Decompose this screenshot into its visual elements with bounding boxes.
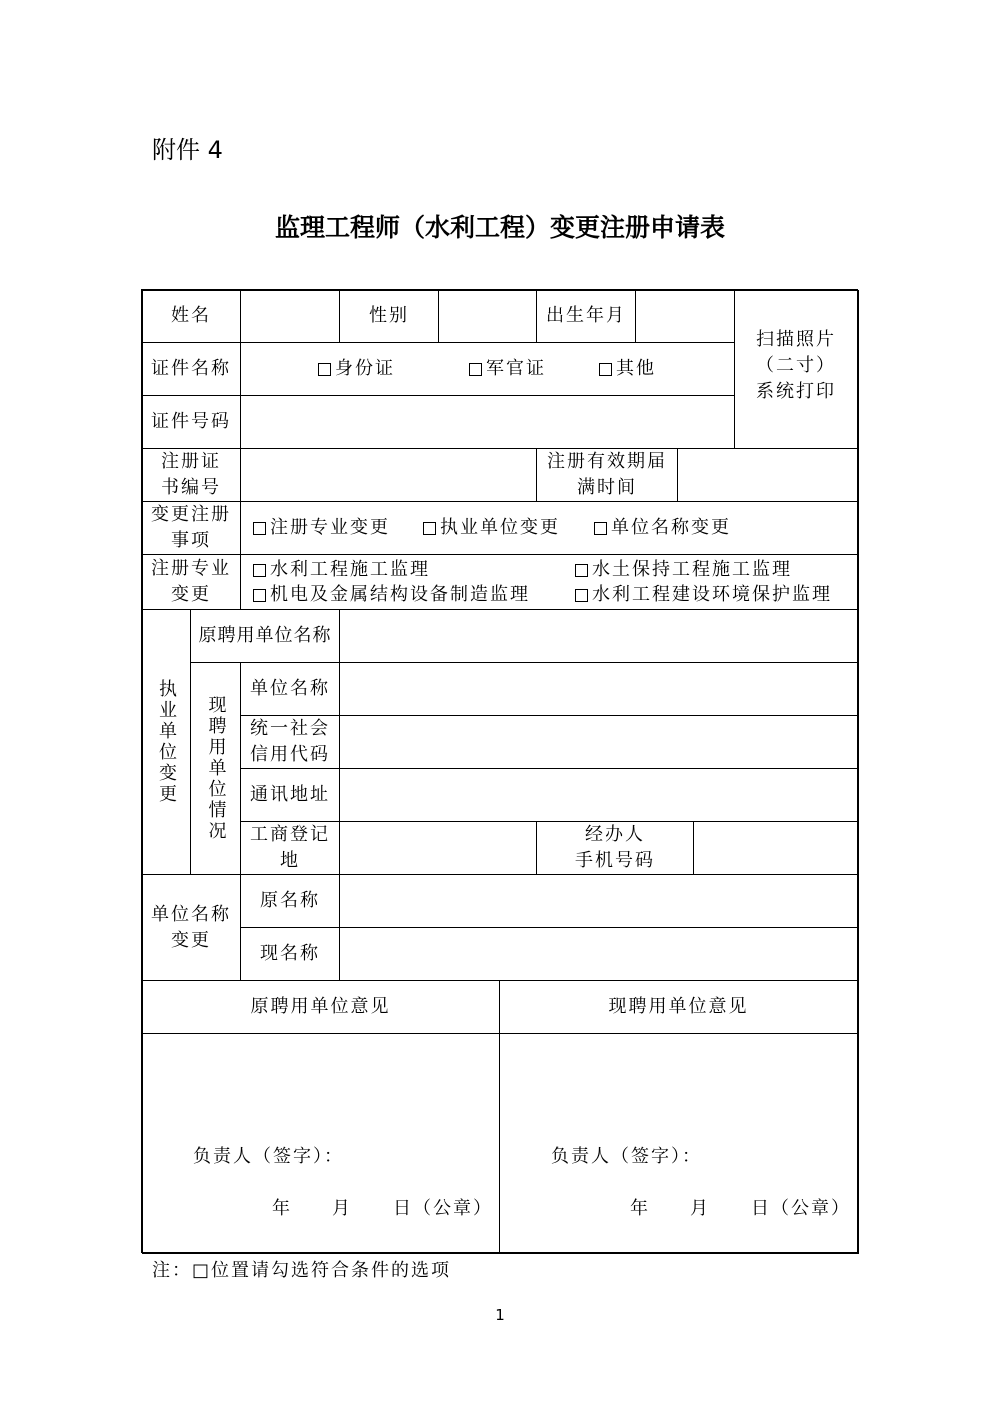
checkbox-icon [253, 522, 266, 535]
cert-expire-field[interactable] [677, 448, 858, 502]
address-field[interactable] [339, 768, 858, 822]
checkbox-icon [253, 564, 266, 577]
change-option-specialty[interactable]: 注册专业变更 [253, 515, 390, 541]
specialty-change-label: 注册专业 变更 [141, 554, 241, 610]
current-opinion-title: 现聘用单位意见 [499, 980, 858, 1034]
checkbox-icon [423, 522, 436, 535]
id-type-option-idcard[interactable]: 身份证 [318, 356, 395, 382]
new-name-field[interactable] [339, 927, 858, 981]
checkbox-icon [599, 363, 612, 376]
specialty-option-construction[interactable]: 水利工程施工监理 [253, 557, 430, 583]
name-change-label: 单位名称 变更 [141, 874, 241, 981]
cert-expire-label: 注册有效期届 满时间 [536, 448, 678, 502]
change-option-employer[interactable]: 执业单位变更 [423, 515, 560, 541]
old-name-field[interactable] [339, 874, 858, 928]
original-signer-label: 负责人（签字）： [193, 1146, 344, 1167]
contact-phone-label: 经办人 手机号码 [536, 821, 694, 875]
old-name-label: 原名称 [240, 874, 340, 928]
original-opinion-title: 原聘用单位意见 [141, 980, 500, 1034]
name-field[interactable] [240, 289, 340, 343]
checkbox-icon [575, 589, 588, 602]
checkbox-icon [469, 363, 482, 376]
id-number-label: 证件号码 [141, 395, 241, 449]
change-items-label: 变更注册 事项 [141, 501, 241, 555]
contact-phone-field[interactable] [693, 821, 858, 875]
change-items-options [240, 501, 858, 555]
cert-number-label: 注册证 书编号 [141, 448, 241, 502]
original-employer-field[interactable] [339, 609, 858, 663]
id-type-option-other[interactable]: 其他 [599, 356, 656, 382]
checkbox-icon [594, 522, 607, 535]
current-signer-label: 负责人（签字）： [551, 1146, 702, 1167]
specialty-option-environment[interactable]: 水利工程建设环境保护监理 [575, 582, 832, 608]
employer-change-label: 执业单位变更 [141, 609, 191, 875]
original-date-day-seal: 日（公章） [393, 1198, 493, 1219]
footnote: 注：□位置请勾选符合条件的选项 [152, 1260, 452, 1281]
id-type-label: 证件名称 [141, 342, 241, 396]
reg-place-field[interactable] [339, 821, 537, 875]
checkbox-icon [253, 589, 266, 602]
birth-field[interactable] [635, 289, 735, 343]
specialty-change-options [240, 554, 858, 610]
checkbox-icon [318, 363, 331, 376]
current-employer-label: 现聘用单位情况 [190, 662, 241, 875]
id-type-options [240, 342, 735, 396]
original-date-month: 月 [332, 1198, 352, 1219]
cert-number-field[interactable] [240, 448, 537, 502]
change-option-unit-name[interactable]: 单位名称变更 [594, 515, 731, 541]
name-label: 姓名 [141, 289, 241, 343]
specialty-option-equipment[interactable]: 机电及金属结构设备制造监理 [253, 582, 530, 608]
photo-note: 扫描照片 （二寸） 系统打印 [756, 329, 836, 402]
unit-name-label: 单位名称 [240, 662, 340, 716]
id-number-field[interactable] [240, 395, 735, 449]
photo-area [734, 289, 858, 449]
original-employer-label: 原聘用单位名称 [190, 609, 340, 663]
page-number: 1 [495, 1306, 505, 1324]
checkbox-icon [575, 564, 588, 577]
current-date-year: 年 [630, 1198, 650, 1219]
birth-label: 出生年月 [536, 289, 636, 343]
new-name-label: 现名称 [240, 927, 340, 981]
id-type-option-officer[interactable]: 军官证 [469, 356, 546, 382]
unit-name-field[interactable] [339, 662, 858, 716]
current-date-month: 月 [690, 1198, 710, 1219]
form-title: 监理工程师（水利工程）变更注册申请表 [274, 213, 725, 242]
current-date-day-seal: 日（公章） [751, 1198, 851, 1219]
attachment-label: 附件 4 [152, 136, 223, 164]
gender-field[interactable] [438, 289, 537, 343]
credit-code-field[interactable] [339, 715, 858, 769]
credit-code-label: 统一社会 信用代码 [240, 715, 340, 769]
gender-label: 性别 [339, 289, 439, 343]
original-date-year: 年 [272, 1198, 292, 1219]
specialty-option-soil-water[interactable]: 水土保持工程施工监理 [575, 557, 792, 583]
address-label: 通讯地址 [240, 768, 340, 822]
reg-place-label: 工商登记 地 [240, 821, 340, 875]
